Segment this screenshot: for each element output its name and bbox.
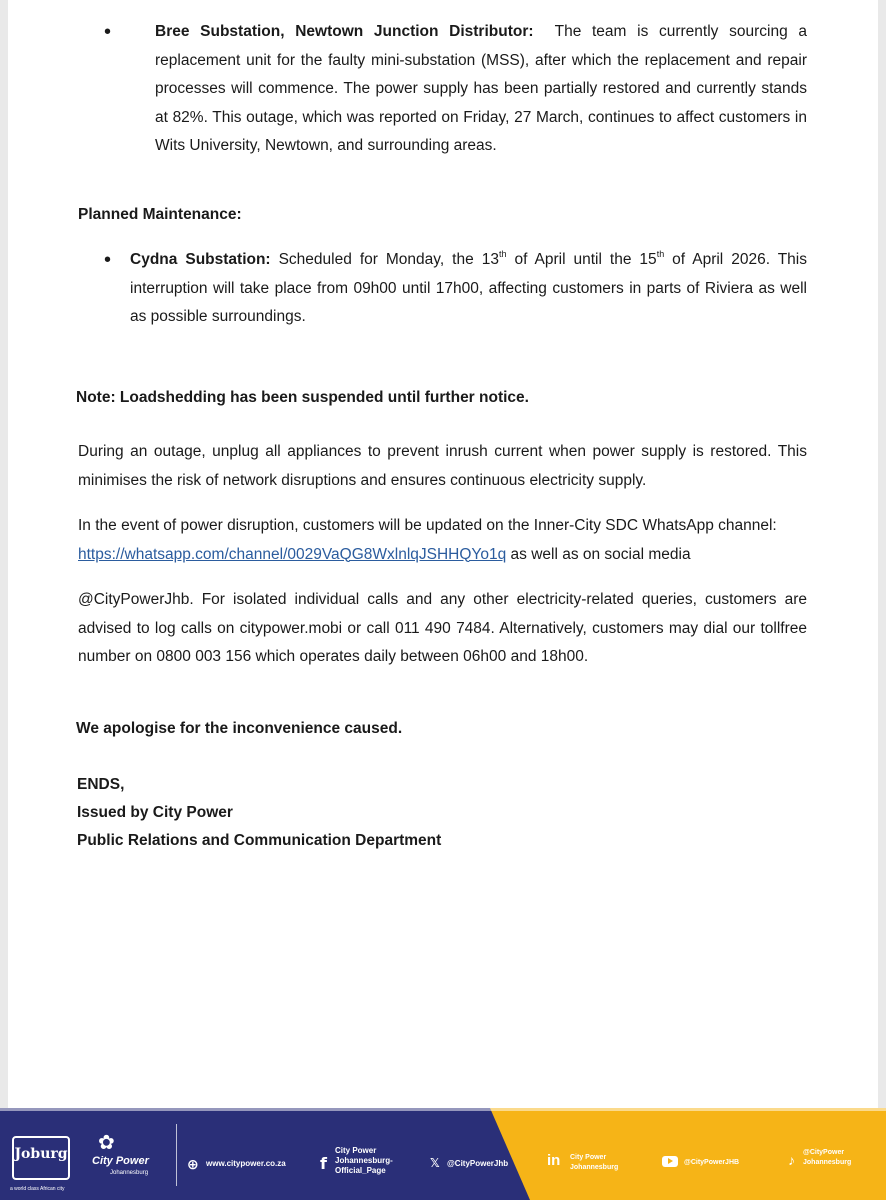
contact-text: @CityPowerJhb. For isolated individual calls and any other electricity-related queries, customers are advised to log calls on citypower.mobi or call 011 490 7484. Alternatively, customers may dial our tollfree number on 0800 003 156 which operates daily between 06h00 and 18h00. [78, 591, 807, 665]
globe-icon: ⊕ [187, 1156, 199, 1172]
loadshedding-note: Note: Loadshedding has been suspended until further notice. [76, 389, 529, 406]
contact-paragraph [78, 586, 807, 672]
closing-issued-by: Issued by City Power [77, 804, 233, 821]
bree-update [155, 18, 807, 161]
bree-paragraph [155, 18, 807, 161]
bullet-marker: • [104, 249, 112, 271]
linkedin-icon: in [547, 1152, 561, 1169]
whatsapp-after-link: as well as on social media [506, 545, 691, 563]
website-link[interactable]: www.citypower.co.za [206, 1159, 286, 1168]
closing-department: Public Relations and Communication Department [77, 832, 442, 849]
footer-background [0, 1108, 886, 1200]
bullet-marker: • [104, 21, 112, 43]
cydna-paragraph [130, 246, 807, 332]
bree-body: The team is currently sourcing a replacement unit for the faulty mini-substation (MSS), after which the replacement and repair processes will commence. The power supply has been partially restored and currently stands at 82%. This outage, which was reported on Friday, 27 March, continues to affect customers in Wits University, Newtown, and surrounding areas. [155, 23, 807, 154]
page-edge-right [878, 0, 886, 1200]
cydna-text-c: of April 2026. This interruption will take place from 09h00 until 17h00, affecting customers in parts of Riviera as well as possible surroundings. [130, 251, 807, 325]
cydna-maintenance [130, 246, 807, 332]
cydna-text-a: Scheduled for Monday, the 13 [278, 251, 499, 268]
tiktok-handle[interactable]: @CityPower Johannesburg [803, 1149, 852, 1166]
facebook-icon: f [320, 1154, 327, 1173]
apology-text: We apologise for the inconvenience caused. [76, 720, 403, 737]
youtube-handle[interactable]: @CityPowerJHB [684, 1159, 740, 1166]
x-icon: 𝕏 [430, 1156, 440, 1170]
cydna-sup-a: th [498, 249, 507, 259]
whatsapp-paragraph [78, 512, 807, 569]
joburg-logo [12, 1136, 70, 1180]
tiktok-icon: ♪ [788, 1152, 795, 1168]
cydna-sup-b: th [656, 249, 665, 259]
x-handle[interactable]: @CityPowerJhb [447, 1159, 509, 1168]
linkedin-page[interactable]: City Power Johannesburg [570, 1154, 619, 1171]
planned-heading: Planned Maintenance: [78, 206, 242, 223]
joburg-logo-text: Joburg [14, 1146, 68, 1162]
footer-banner [0, 1108, 886, 1200]
whatsapp-channel-link[interactable]: https://whatsapp.com/channel/0029VaQG8WxlnlqJSHHQYo1q [78, 545, 507, 563]
page-edge-left [0, 0, 8, 1200]
closing-ends: ENDS, [77, 776, 125, 793]
cydna-title: Cydna Substation: [130, 251, 271, 268]
city-power-flame-icon: ✿ [98, 1132, 115, 1154]
advice-paragraph [78, 438, 807, 495]
youtube-icon [662, 1156, 678, 1167]
city-power-logo-sub: Johannesburg [110, 1170, 149, 1176]
facebook-page[interactable]: City Power Johannesburg- Official_Page [335, 1146, 393, 1175]
city-power-logo-text: City Power [92, 1155, 149, 1167]
footer-navy-band [0, 1108, 530, 1200]
joburg-tagline: a world class African city [10, 1186, 65, 1192]
bree-title: Bree Substation, Newtown Junction Distributor: [155, 23, 534, 40]
footer-divider [176, 1124, 177, 1186]
advice-text: During an outage, unplug all appliances to prevent inrush current when power supply is restored. This minimises the risk of network disruptions and ensures continuous electricity supply. [78, 443, 807, 489]
cydna-text-b: of April until the 15 [506, 251, 657, 268]
whatsapp-intro: In the event of power disruption, customers will be updated on the Inner-City SDC WhatsApp channel: [78, 517, 777, 534]
